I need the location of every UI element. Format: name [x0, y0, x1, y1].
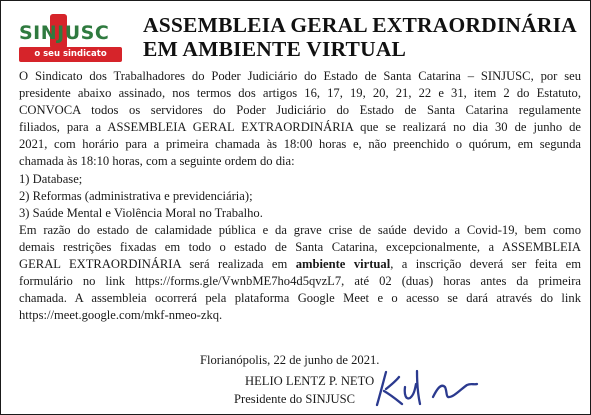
body-line: CONVOCA todos os servidores do Poder Judiciário do Estado de Santa Catarina regulamente	[19, 103, 581, 118]
agenda-item: 3) Saúde Mental e Violência Moral no Trabalho.	[19, 205, 263, 220]
notice-header	[1, 1, 591, 67]
sinjusc-logo	[19, 19, 129, 67]
body-line: presidente abaixo assinado, nos termos dos artigos 16, 17, 19, 20, 21, 22 e 31, item 2 do Estatuto,	[19, 86, 581, 101]
body-text: , a inscrição deverá ser feita em	[390, 257, 581, 272]
body-line: chamada. A assembleia ocorrerá pela plataforma Google Meet e o acesso se dará através do link	[19, 291, 581, 306]
notice-body	[19, 68, 581, 324]
agenda-item: 1) Database;	[19, 171, 83, 186]
signatory-role: Presidente do SINJUSC	[234, 392, 356, 406]
agenda-item: 2) Reformas (administrativa e previdenciária);	[19, 188, 253, 203]
meet-link[interactable]: https://meet.google.com/mkf-nmeo-zkq.	[19, 308, 223, 323]
signatory-name: HELIO LENTZ P. NETO	[245, 374, 375, 388]
body-line: demais restrições fixadas em todo o estado de Santa Catarina, excepcionalmente, a ASSEMBLEIA	[19, 239, 581, 254]
body-line: 2021, com horário para a primeira chamada às 18:00 horas e, não preenchido o quórum, em segunda	[19, 137, 581, 152]
forms-link-line[interactable]: formulário no link https://forms.gle/VwnbME7ho4d5qvzL7, até 02 (duas) horas antes da primeira	[19, 274, 581, 289]
title-line-2: EM AMBIENTE VIRTUAL	[143, 37, 407, 61]
body-line: O Sindicato dos Trabalhadores do Poder Judiciário do Estado de Santa Catarina – SINJUSC, por seu	[19, 69, 581, 83]
body-line: Em razão do estado de calamidade pública e da grave crise de saúde devido a Covid-19, bem como	[19, 222, 581, 237]
body-line: filiados, para a ASSEMBLEIA GERAL EXTRAORDINÁRIA que se realizará no dia 30 de junho de	[19, 120, 581, 135]
notice-title	[143, 13, 577, 61]
handwritten-signature	[371, 367, 483, 409]
place-date: Florianópolis, 22 de junho de 2021.	[200, 353, 380, 367]
body-line	[19, 256, 581, 273]
body-text: GERAL EXTRAORDINÁRIA será realizada em	[19, 257, 296, 272]
title-line-1: ASSEMBLEIA GERAL EXTRAORDINÁRIA	[143, 13, 577, 37]
logo-wordmark: SINJUSC	[19, 22, 110, 44]
body-line: chamada às 18:10 horas, com a seguinte ordem do dia:	[19, 154, 295, 169]
logo-tagline: o seu sindicato	[19, 47, 122, 62]
virtual-emphasis: ambiente virtual	[295, 257, 391, 272]
